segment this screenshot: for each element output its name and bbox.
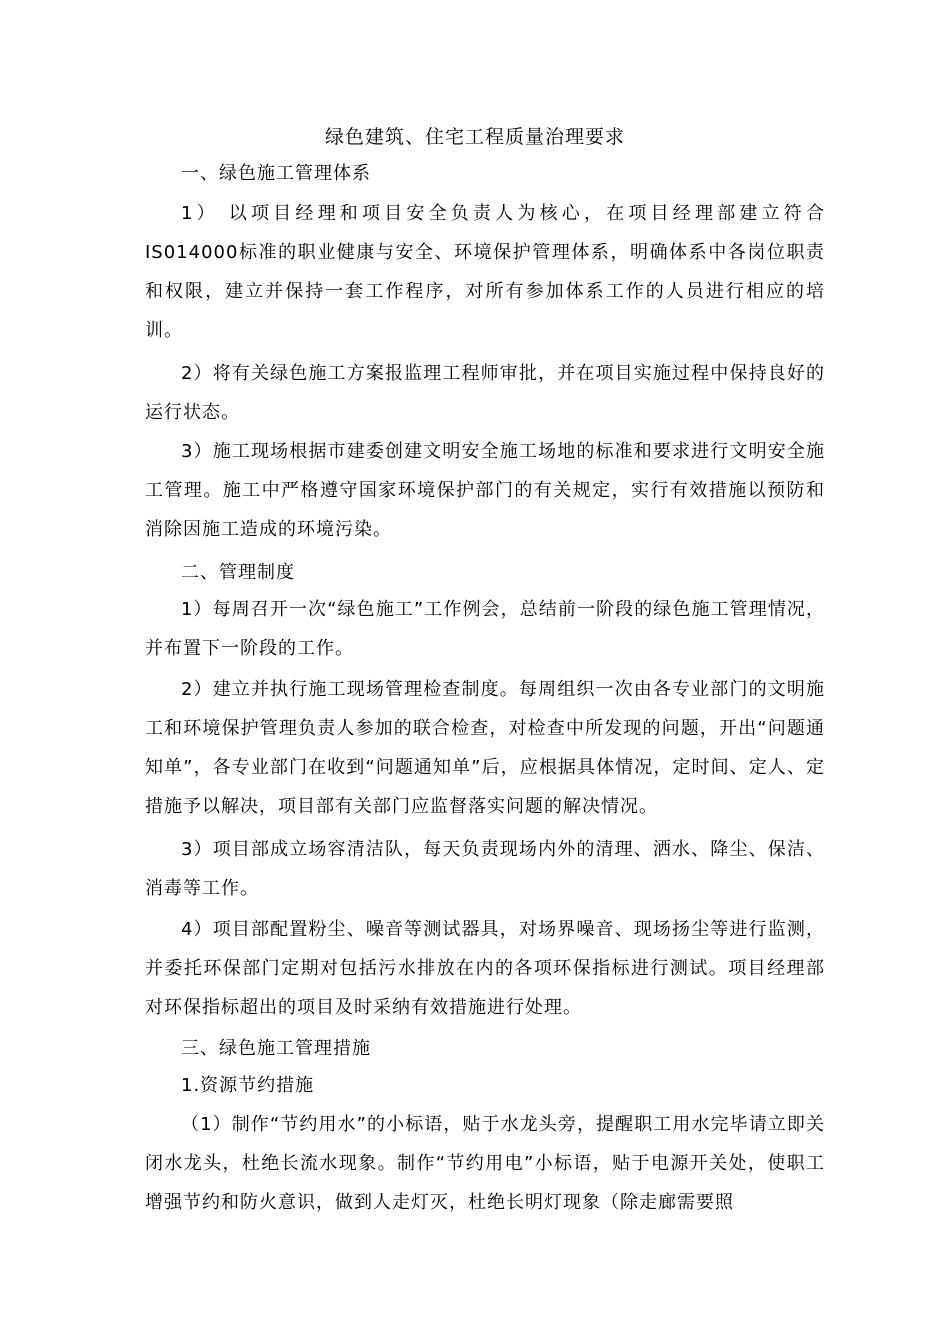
paragraph-2-2: 2）建立并执行施工现场管理检查制度。每周组织一次由各专业部门的文明施工和环境保护管理负责人参加的联合检查，对检查中所发现的问题，开出“问题通知单”，各专业部门在收到“问题通知单”后，应根据具体情况，定时间、定人、定措施予以解决，项目部有关部门应监督落实问题的解决情况。 [145, 679, 825, 817]
paragraph-1-1: 1） 以项目经理和项目安全负责人为核心，在项目经理部建立符合IS014000标准的职业健康与安全、环境保护管理体系，明确体系中各岗位职责和权限，建立并保持一套工作程序，对所有参加体系工作的人员进行相应的培训。 [145, 203, 825, 341]
paragraph-2-4: 4）项目部配置粉尘、噪音等测试器具，对场界噪音、现场扬尘等进行监测，并委托环保部门定期对包括污水排放在内的各项环保指标进行测试。项目经理部对环保指标超出的项目及时采纳有效措施进行处理。 [145, 919, 825, 1018]
paragraph-2-3: 3）项目部成立场容清洁队，每天负责现场内外的清理、洒水、降尘、保洁、消毒等工作。 [145, 839, 825, 899]
paragraph-3-1: （1）制作“节约用水”的小标语，贴于水龙头旁，提醒职工用水完毕请立即关闭水龙头，杜绝长流水现象。制作“节约用电”小标语，贴于电源开关处，使职工增强节约和防火意识，做到人走灯灭，杜绝长明灯现象（除走廊需要照 [145, 1114, 825, 1213]
paragraph-1-3: 3）施工现场根据市建委创建文明安全施工场地的标准和要求进行文明安全施工管理。施工中严格遵守国家环境保护部门的有关规定，实行有效措施以预防和消除因施工造成的环境污染。 [145, 441, 825, 540]
section-heading-3: 三、绿色施工管理措施 [181, 1038, 371, 1059]
subsection-heading-1: 1.资源节约措施 [181, 1075, 315, 1096]
section-heading-2: 二、管理制度 [181, 562, 295, 583]
paragraph-2-1: 1）每周召开一次“绿色施工”工作例会，总结前一阶段的绿色施工管理情况，并布置下一阶段的工作。 [145, 599, 825, 659]
section-heading-1: 一、绿色施工管理体系 [181, 163, 371, 184]
paragraph-1-2: 2）将有关绿色施工方案报监理工程师审批，并在项目实施过程中保持良好的运行状态。 [145, 363, 825, 423]
document-title: 绿色建筑、住宅工程质量治理要求 [324, 126, 625, 148]
